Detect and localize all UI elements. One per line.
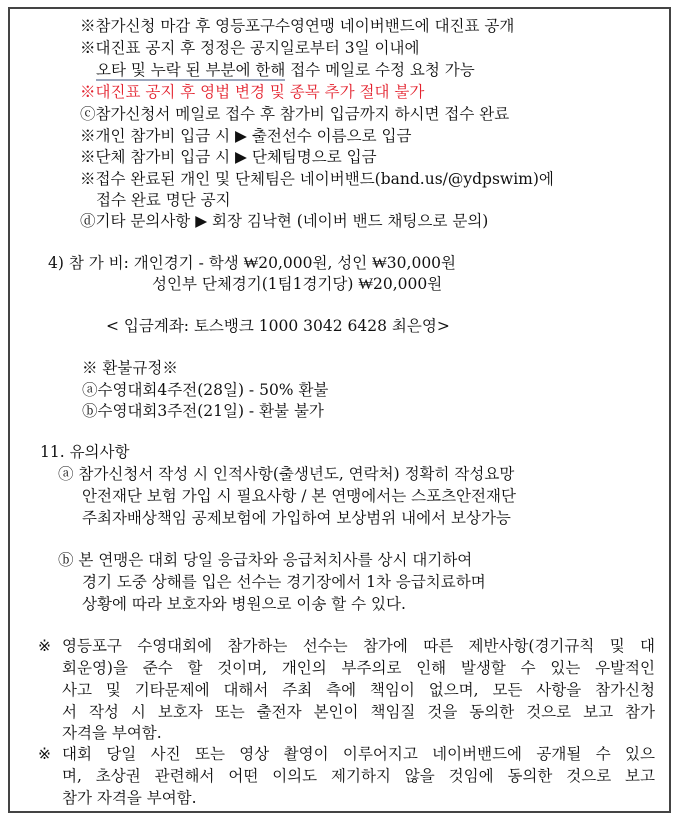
disclaimer-line: 사고 및 기타문제에 대해서 주최 측에 책임이 없으며, 모든 사항을 참가신청: [62, 681, 655, 699]
disclaimer-line: 서 작성 시 보호자 또는 출전자 본인이 책임질 것을 동의한 것으로 보고 참가: [62, 703, 655, 721]
notice-line: 접수 완료 명단 공지: [96, 191, 231, 209]
warning-line: ※대진표 공지 후 영법 변경 및 종목 추가 절대 불가: [80, 83, 425, 101]
reference-mark: ※: [38, 637, 51, 655]
caution-line: 경기 도중 상해를 입은 선수는 경기장에서 1차 응급치료하며: [82, 573, 486, 591]
disclaimer-line: 며, 초상권 관련해서 어떤 이의도 제기하지 않을 것임에 동의한 것으로 보고: [62, 767, 655, 785]
section-heading: 11. 유의사항: [40, 443, 130, 461]
caution-line: ⓑ 본 연맹은 대회 당일 응급차와 응급처치사를 상시 대기하여: [58, 551, 473, 569]
caution-line: 안전재단 보험 가입 시 필요사항 / 본 연맹에서는 스포츠안전재단: [82, 487, 516, 505]
notice-line: ※참가신청 마감 후 영등포구수영연맹 네이버밴드에 대진표 공개: [80, 17, 515, 35]
notice-line: ※개인 참가비 입금 시 ▶ 출전선수 이름으로 입금: [80, 127, 412, 145]
disclaimer-line: 자격을 부여함.: [62, 724, 162, 742]
disclaimer-line: 참가 자격을 부여함.: [62, 789, 197, 807]
notice-line: ⓓ기타 문의사항 ▶ 회장 김낙현 (네이버 밴드 채팅으로 문의): [80, 212, 489, 230]
notice-line: ※접수 완료된 개인 및 단체팀은 네이버밴드(band.us/@ydpswim)에: [80, 170, 554, 188]
caution-line: 주최자배상책임 공제보험에 가입하여 보상범위 내에서 보상가능: [82, 509, 511, 527]
reference-mark: ※: [38, 745, 51, 763]
disclaimer-line: 대회 당일 사진 또는 영상 촬영이 이루어지고 네이버밴드에 공개될 수 있으: [62, 745, 655, 763]
disclaimer-line: 회운영)을 준수 할 것이며, 개인의 부주의로 인해 발생할 수 있는 우발적인: [62, 659, 655, 677]
caution-line: ⓐ 참가신청서 작성 시 인적사항(출생년도, 연락처) 정확히 작성요망: [58, 465, 515, 483]
fee-line: 성인부 단체경기(1팀1경기당) ₩20,000원: [152, 275, 443, 293]
refund-item: ⓐ수영대회4주전(28일) - 50% 환불: [82, 381, 329, 399]
notice-text: 접수 메일로 수정 요청 가능: [285, 61, 475, 79]
refund-item: ⓑ수영대회3주전(21일) - 환불 불가: [82, 402, 324, 420]
notice-line: ⓒ참가신청서 메일로 접수 후 참가비 입금까지 하시면 접수 완료: [80, 105, 510, 123]
fee-line: 4) 참 가 비: 개인경기 - 학생 ₩20,000원, 성인 ₩30,000원: [48, 254, 457, 272]
caution-line: 상황에 따라 보호자와 병원으로 이송 할 수 있다.: [82, 595, 406, 613]
disclaimer-line: 영등포구 수영대회에 참가하는 선수는 참가에 따른 제반사항(경기규칙 및 대: [62, 637, 655, 655]
underlined-text: 오타 및 누락 된 부분에 한해: [96, 61, 286, 79]
notice-line: [96, 59, 475, 81]
notice-line: ※단체 참가비 입금 시 ▶ 단체팀명으로 입금: [80, 148, 377, 166]
refund-title: ※ 환불규정※: [82, 359, 178, 377]
notice-line: ※대진표 공지 후 정정은 공지일로부터 3일 이내에: [80, 39, 420, 57]
bank-account: < 입금계좌: 토스뱅크 1000 3042 6428 최은영>: [106, 317, 450, 335]
